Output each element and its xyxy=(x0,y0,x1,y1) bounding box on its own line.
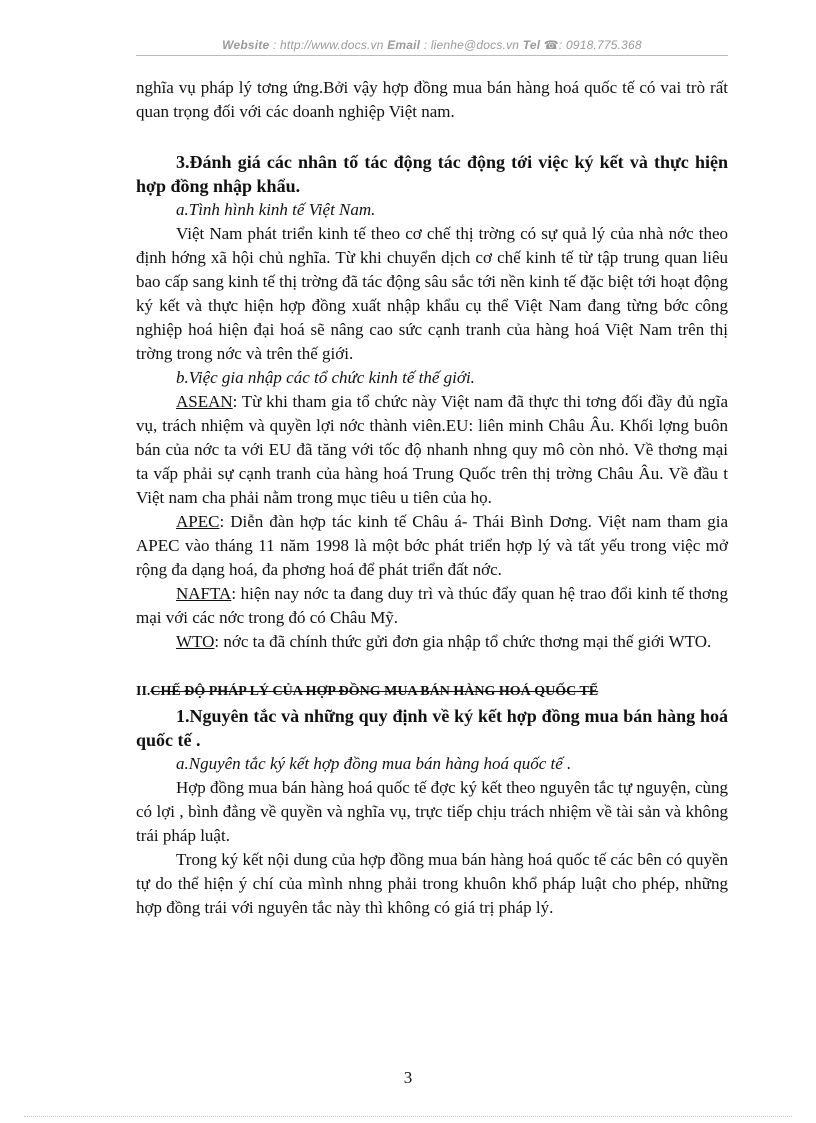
tel-label: Tel xyxy=(522,38,541,52)
section-heading-1: 1.Nguyên tắc và những quy định về ký kết hợp đồng mua bán hàng hoá quốc tế . xyxy=(136,706,728,750)
paragraph-economy: Việt Nam phát triển kinh tế theo cơ chế thị trờng có sự quả lý của nhà nớc theo định hớng xã hội chủ nghĩa. Từ khi chuyển dịch cơ chế kinh tế từ tập trung quan liêu bao cấp sang kinh tế thị trờng đã tác động sâu sắc tới nền kinh tế đặc biệt tới hoạt động ký kết và thực hiện hợp đồng xuất nhập khẩu cụ thể Việt Nam đang từng bớc công nghiệp hoá hiện đại hoá sẽ nâng cao sức cạnh tranh của hàng hoá Việt Nam trên thị trờng trong nớc và trên thế giới. xyxy=(136,224,728,363)
website-value: : http://www.docs.vn xyxy=(272,38,384,52)
wto-label: WTO xyxy=(176,632,215,651)
nafta-label: NAFTA xyxy=(176,584,232,603)
apec-label: APEC xyxy=(176,512,220,531)
asean-text: : Từ khi tham gia tổ chức này Việt nam đã thực thi tơng đối đầy đủ ngĩa vụ, trách nhiệm và quyền lợi nớc thành viên.EU: liên minh Châu Âu. Khối lợng buôn bán của nớc ta với EU đã tăng với tốc độ nhanh nhng quy mô còn nhỏ. Về thơng mại ta vấp phải sự cạnh tranh của hàng hoá Trung Quốc trên thị trờng Châu Âu. Về đầu t Việt nam cha phải nằm trong mục tiêu u tiên của họ. xyxy=(136,392,728,507)
paragraph-freedom: Trong ký kết nội dung của hợp đồng mua bán hàng hoá quốc tế các bên có quyền tự do thể hiện ý chí của mình nhng phải trong khuôn khổ pháp luật cho phép, những hợp đồng trái với nguyên tắc này thì không có giá trị pháp lý. xyxy=(136,850,728,917)
subheading-a2: a.Nguyên tắc ký kết hợp đồng mua bán hàng hoá quốc tế . xyxy=(176,754,572,773)
page-number: 3 xyxy=(403,1068,413,1087)
email-value: : lienhe@docs.vn xyxy=(423,38,520,52)
website-label: Website xyxy=(222,38,270,52)
paragraph-apec xyxy=(136,510,728,582)
nafta-text: : hiện nay nớc ta đang duy trì và thúc đẩy quan hệ trao đổi kinh tế thơng mại với các nớc trong đó có Châu Mỹ. xyxy=(136,584,728,627)
subheading-a: a.Tình hình kinh tế Việt Nam. xyxy=(176,200,376,219)
wto-text: : nớc ta đã chính thức gửi đơn gia nhập tổ chức thơng mại thế giới WTO. xyxy=(214,632,712,651)
paragraph-principle: Hợp đồng mua bán hàng hoá quốc tế đợc ký kết theo nguyên tắc tự nguyện, cùng có lợi , bình đẳng về quyền và nghĩa vụ, trực tiếp chịu trách nhiệm về tài sản và không trái pháp luật. xyxy=(136,778,728,845)
section-2-prefix: II. xyxy=(136,684,151,699)
tel-value: ☎: 0918.775.368 xyxy=(543,38,642,52)
section-heading-2 xyxy=(136,680,728,704)
section-2-title: CHẾ ĐỘ PHÁP LÝ CỦA HỢP ĐỒNG MUA BÁN HÀNG HOÁ QUỐC TẾ xyxy=(150,684,599,699)
paragraph-asean xyxy=(136,390,728,510)
email-label: Email xyxy=(387,38,421,52)
document-body xyxy=(136,76,728,920)
page-header xyxy=(136,38,728,52)
subheading-b: b.Việc gia nhập các tổ chức kinh tế thế giới. xyxy=(176,368,475,387)
header-divider xyxy=(136,55,728,56)
section-heading-3: 3.Đánh giá các nhân tố tác động tác động tới việc ký kết và thực hiện hợp đồng nhập khẩu. xyxy=(136,152,728,196)
asean-label: ASEAN xyxy=(176,392,233,411)
paragraph-intro: nghĩa vụ pháp lý tơng ứng.Bởi vậy hợp đồng mua bán hàng hoá quốc tế có vai trò rất quan trọng đối với các doanh nghiệp Việt nam. xyxy=(136,78,728,121)
footer-divider xyxy=(24,1116,792,1117)
paragraph-nafta xyxy=(136,582,728,630)
apec-text: : Diễn đàn hợp tác kinh tế Châu á- Thái Bình Dơng. Việt nam tham gia APEC vào tháng 11 năm 1998 là một bớc phát triển hợp lý và tất yếu trong việc mở rộng đa dạng hoá, đa phơng hoá để phát triển đất nớc. xyxy=(136,512,728,579)
paragraph-wto xyxy=(136,630,728,654)
